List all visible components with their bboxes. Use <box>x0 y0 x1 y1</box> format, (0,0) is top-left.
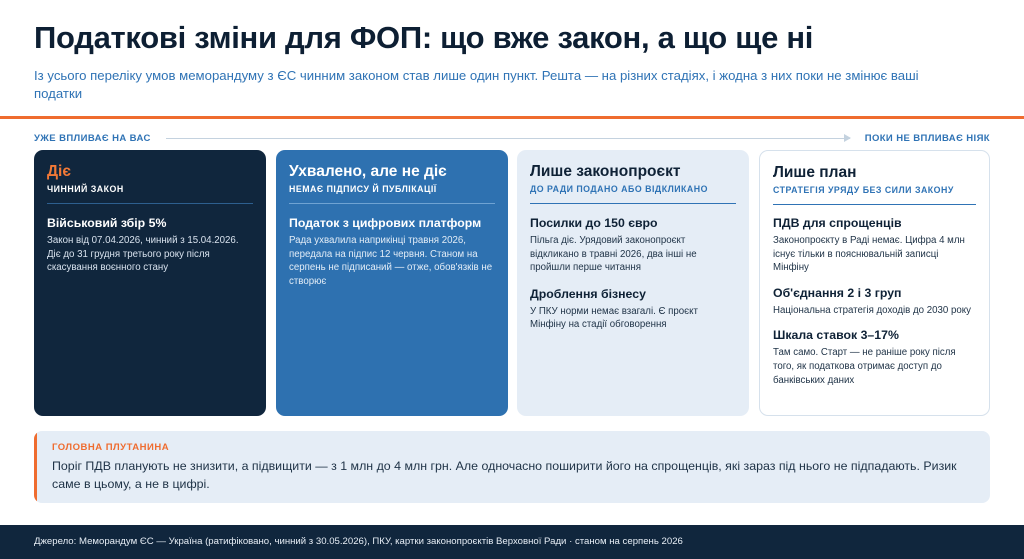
status-card-in-force <box>34 150 266 416</box>
card-title: Ухвалено, але не діє <box>289 163 447 180</box>
callout-text: Поріг ПДВ планують не знизити, а підвищити — з 1 млн до 4 млн грн. Але одночасно поширити його на спрощенців, які зараз під нього не підпадають. Ризик саме в цьому, а не в цифрі. <box>52 459 957 491</box>
card-item <box>773 285 976 318</box>
scale-left-label: УЖЕ ВПЛИВАЄ НА ВАС <box>34 133 151 144</box>
card-item <box>530 286 736 332</box>
footer-source: Джерело: Меморандум ЄС — Україна (ратифіковано, чинний з 30.05.2026), ПКУ, картки законопроєктів Верховної Ради · станом на серпень 2026 <box>34 536 683 547</box>
scale-arrow-icon <box>844 134 851 142</box>
item-title: Військовий збір 5% <box>47 216 167 230</box>
card-tag: НЕМАЄ ПІДПИСУ Й ПУБЛІКАЦІЇ <box>289 184 437 194</box>
item-title: Податок з цифрових платформ <box>289 216 482 230</box>
header-divider <box>0 116 1024 119</box>
card-divider <box>773 204 976 205</box>
card-item <box>773 215 976 275</box>
item-text: Національна стратегія доходів до 2030 року <box>773 304 971 316</box>
card-divider <box>47 203 253 204</box>
item-title: ПДВ для спрощенців <box>773 216 902 230</box>
callout-label: ГОЛОВНА ПЛУТАНИНА <box>52 442 170 453</box>
card-item <box>530 215 736 275</box>
card-title: Лише законопроєкт <box>530 163 681 180</box>
item-title: Шкала ставок 3–17% <box>773 328 899 343</box>
card-tag: СТРАТЕГІЯ УРЯДУ БЕЗ СИЛИ ЗАКОНУ <box>773 185 954 195</box>
status-card-bill <box>517 150 749 416</box>
card-item <box>47 215 253 275</box>
card-tag: ДО РАДИ ПОДАНО АБО ВІДКЛИКАНО <box>530 184 708 194</box>
page-subtitle: Із усього переліку умов меморандуму з ЄС чинним законом став лише один пункт. Решта — на різних стадіях, і жодна з них поки не змінює ваші податки <box>34 68 919 101</box>
card-item <box>773 327 976 387</box>
scale-line <box>166 138 850 139</box>
footer-bar <box>0 525 1024 559</box>
item-title: Об'єднання 2 і 3 груп <box>773 285 902 300</box>
item-text: Закон від 07.04.2026, чинний з 15.04.2026. Діє до 31 грудня третього року після скасування воєнного стану <box>47 235 239 274</box>
item-title: Посилки до 150 євро <box>530 216 658 230</box>
item-text: Пільга діє. Урядовий законопроєкт відкликано в травні 2026, два інші не пройшли перше читання <box>530 235 697 274</box>
item-title: Дроблення бізнесу <box>530 286 646 301</box>
callout-accent-bar <box>34 431 37 503</box>
callout-box <box>34 431 990 503</box>
card-item <box>289 215 495 288</box>
scale-right-label: ПОКИ НЕ ВПЛИВАЄ НІЯК <box>864 133 990 144</box>
item-text: У ПКУ норми немає взагалі. Є проєкт Мінфіну на стадії обговорення <box>530 305 698 331</box>
card-divider <box>530 203 736 204</box>
status-card-adopted <box>276 150 508 416</box>
status-card-plan <box>759 150 990 416</box>
card-title: Діє <box>47 163 71 180</box>
page-title: Податкові зміни для ФОП: що вже закон, а що ще ні <box>34 20 814 55</box>
item-text: Рада ухвалила наприкінці травня 2026, передала на підпис 12 червня. Станом на серпень не підписаний — отже, обов'язків не створює <box>289 235 493 287</box>
card-tag: ЧИННИЙ ЗАКОН <box>47 184 124 194</box>
card-divider <box>289 203 495 204</box>
card-title: Лише план <box>773 164 857 181</box>
item-text: Законопроєкту в Раді немає. Цифра 4 млн існує тільки в пояснювальній записці Мінфіну <box>773 235 965 274</box>
item-text: Там само. Старт — не раніше року після того, як податкова отримає доступ до банківських даних <box>773 347 956 386</box>
